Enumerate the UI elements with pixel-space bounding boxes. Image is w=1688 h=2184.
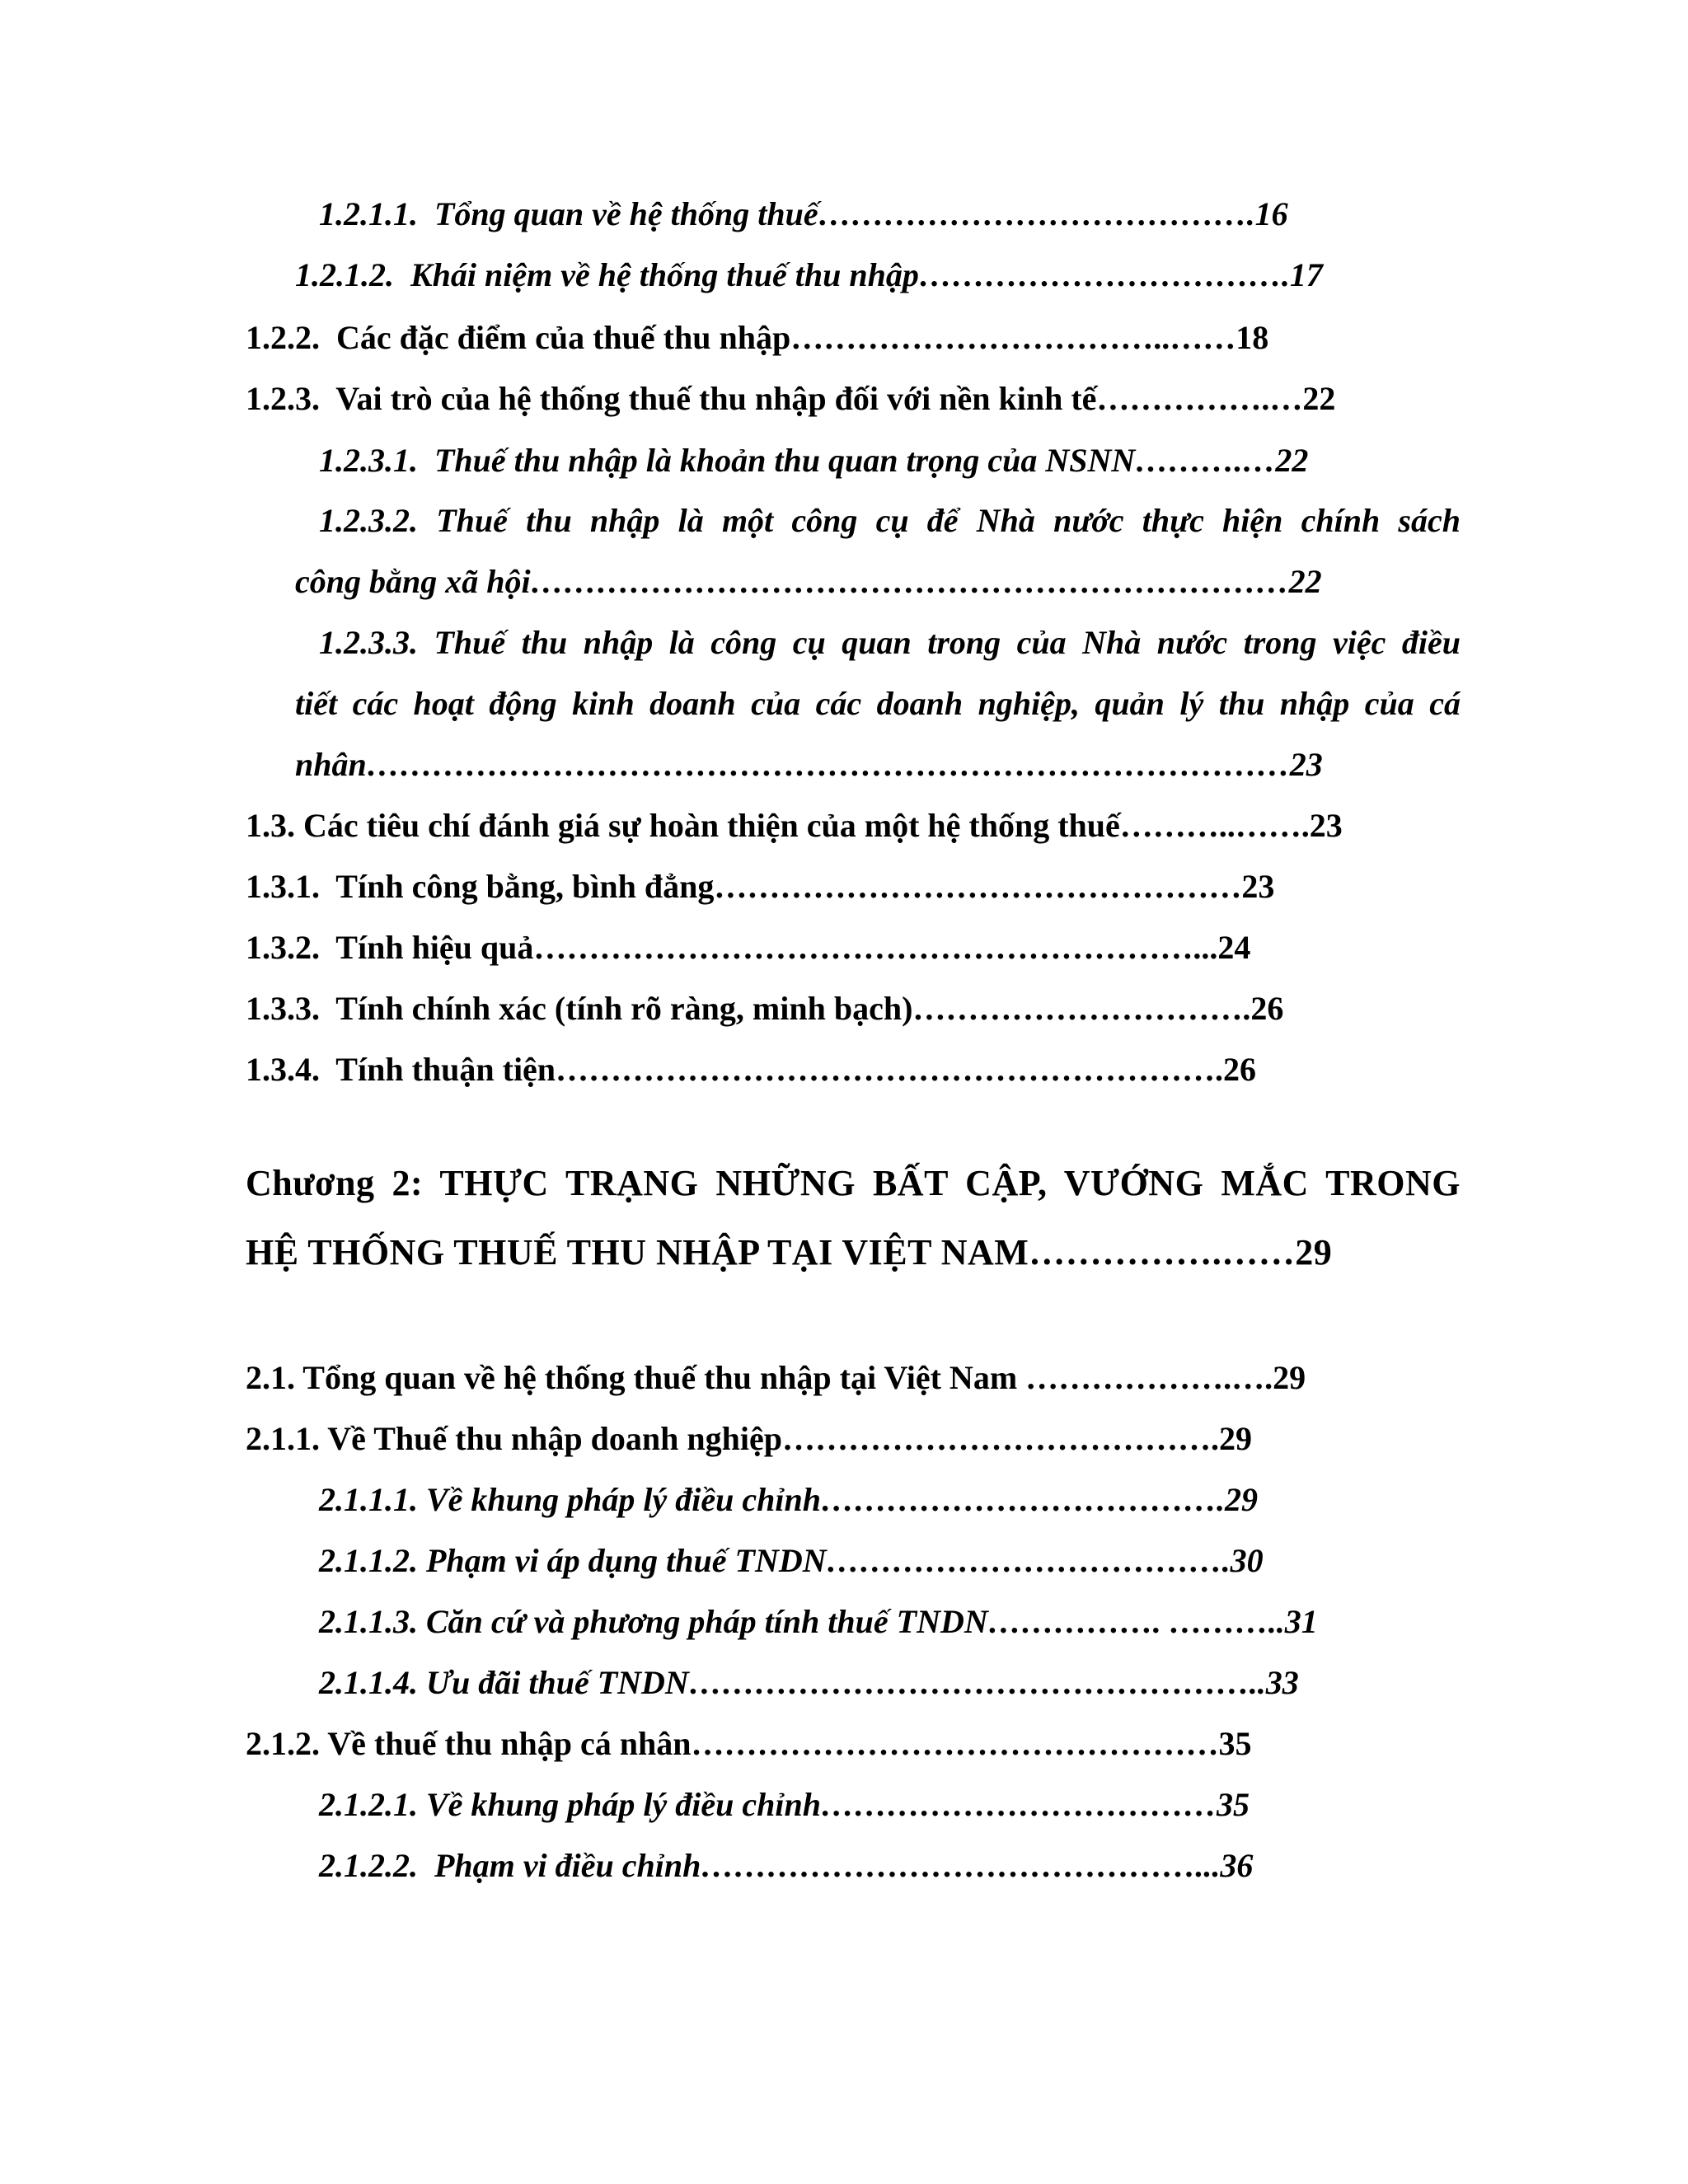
toc-chapter-heading[interactable] [246, 1233, 1461, 1272]
toc-entry-text: 1.2.3.3. Thuế thu nhập là công cụ quan trong của Nhà nước trong việc điều [319, 624, 1461, 661]
toc-entry-text: 2.1.2. Về thuế thu nhập cá nhân…………………………………………35 [246, 1725, 1252, 1762]
toc-entry[interactable] [319, 1846, 1461, 1886]
toc-entry-text: 2.1.1.2. Phạm vi áp dụng thuế TNDN……………………………….30 [319, 1542, 1264, 1579]
toc-entry-text: 1.2.3.1. Thuế thu nhập là khoản thu quan trọng của NSNN……….…22 [319, 442, 1309, 479]
toc-entry-text: 1.3.4. Tính thuận tiện…………………………………………………….26 [246, 1051, 1257, 1088]
toc-entry-wrap-line[interactable] [319, 501, 1461, 541]
toc-entry[interactable] [319, 194, 1461, 234]
toc-entry[interactable] [295, 745, 1461, 785]
toc-entry-text: 2.1.2.2. Phạm vi điều chỉnh………………………………………...36 [319, 1847, 1254, 1884]
toc-entry-text: 1.3. Các tiêu chí đánh giá sự hoàn thiện của một hệ thống thuế………..…….23 [246, 807, 1343, 844]
toc-entry[interactable] [246, 867, 1461, 907]
toc-entry[interactable] [319, 1663, 1461, 1703]
toc-entry-wrap-line[interactable] [295, 684, 1461, 724]
toc-entry-text: 1.2.1.1. Tổng quan về hệ thống thuế………………………………….16 [319, 195, 1288, 232]
toc-entry-text: 1.2.3. Vai trò của hệ thống thuế thu nhập đối với nền kinh tế…………….…22 [246, 380, 1336, 417]
toc-entry[interactable] [246, 1419, 1461, 1459]
toc-entry-text: 1.2.2. Các đặc điểm của thuế thu nhập……………………………..……18 [246, 319, 1269, 356]
toc-entry-wrap-line[interactable] [319, 623, 1461, 663]
toc-entry-text: 2.1.1.4. Ưu đãi thuế TNDN……………………………………………..33 [319, 1664, 1299, 1701]
toc-entry-text: tiết các hoạt động kinh doanh của các doanh nghiệp, quản lý thu nhập của cá [295, 685, 1461, 722]
toc-entry[interactable] [319, 1785, 1461, 1825]
toc-entry[interactable] [246, 989, 1461, 1029]
toc-entry[interactable] [246, 379, 1461, 419]
toc-entry-text: 1.3.1. Tính công bằng, bình đẳng…………………………………………23 [246, 868, 1275, 905]
toc-entry-text: 1.3.3. Tính chính xác (tính rõ ràng, minh bạch)………………………….26 [246, 990, 1284, 1027]
toc-entry-text: 2.1.2.1. Về khung pháp lý điều chỉnh………………………………35 [319, 1786, 1250, 1823]
toc-entry[interactable] [246, 806, 1461, 846]
toc-entry[interactable] [246, 1050, 1461, 1090]
toc-entry-text: 1.2.3.2. Thuế thu nhập là một công cụ để Nhà nước thực hiện chính sách [319, 502, 1461, 539]
toc-entry[interactable] [319, 441, 1461, 480]
toc-entry-text: nhân…………………………………………………………………………23 [295, 746, 1323, 783]
toc-entry[interactable] [319, 1602, 1461, 1642]
toc-chapter-text: Chương 2: THỰC TRẠNG NHỮNG BẤT CẬP, VƯỚNG MẮC TRONG [246, 1163, 1461, 1203]
toc-entry-text: 2.1.1. Về Thuế thu nhập doanh nghiệp………………………………….29 [246, 1420, 1253, 1457]
toc-entry[interactable] [295, 562, 1461, 602]
toc-entry[interactable] [319, 1480, 1461, 1520]
toc-entry[interactable] [246, 318, 1461, 358]
toc-entry[interactable] [246, 1358, 1461, 1398]
toc-entry-text: 2.1.1.1. Về khung pháp lý điều chỉnh……………………………….29 [319, 1481, 1259, 1518]
toc-entry-text: 1.3.2. Tính hiệu quả……………………………………………………...24 [246, 929, 1251, 966]
toc-entry-text: 2.1.1.3. Căn cứ và phương pháp tính thuế TNDN……………. ………..31 [319, 1603, 1318, 1640]
toc-entry[interactable] [319, 1541, 1461, 1581]
toc-entry-text: 1.2.1.2. Khái niệm về hệ thống thuế thu nhập…………………………….17 [295, 256, 1323, 293]
toc-entry[interactable] [295, 255, 1461, 295]
toc-entry-text: công bằng xã hội……………………………………………………………22 [295, 563, 1322, 600]
toc-entry[interactable] [246, 1724, 1461, 1764]
toc-chapter-text: HỆ THỐNG THUẾ THU NHẬP TẠI VIỆT NAM…………….……29 [246, 1232, 1333, 1272]
toc-entry[interactable] [246, 928, 1461, 968]
toc-chapter-heading[interactable] [246, 1164, 1461, 1203]
toc-entry-text: 2.1. Tổng quan về hệ thống thuế thu nhập tại Việt Nam ……………….….29 [246, 1359, 1306, 1396]
